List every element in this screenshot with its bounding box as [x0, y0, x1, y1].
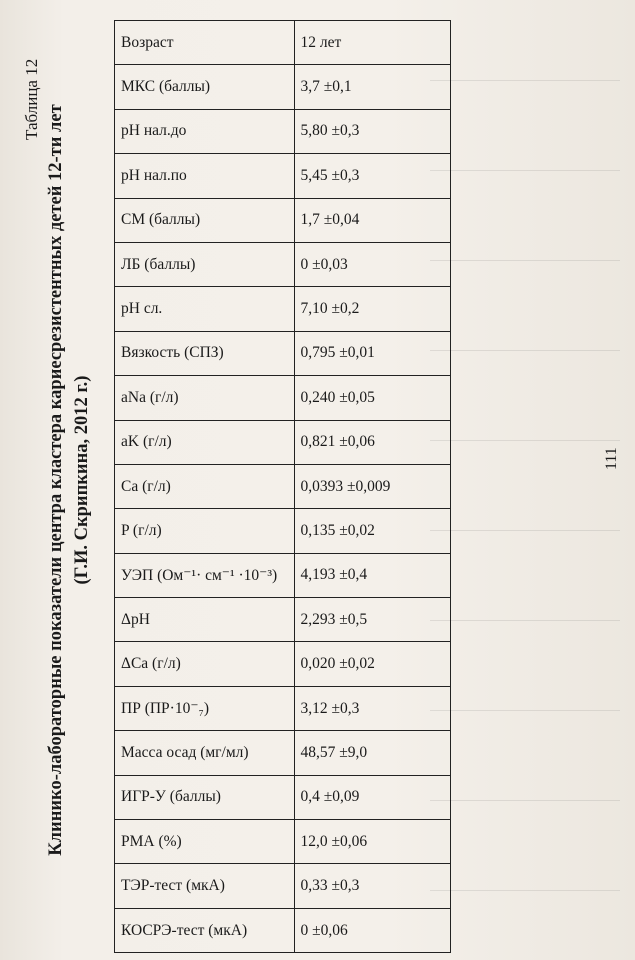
- table-row: [115, 820, 451, 864]
- value-cell: 2,293 ±0,5: [294, 598, 450, 642]
- table-row: [115, 642, 451, 686]
- parameter-cell: ΔpH: [115, 598, 295, 642]
- parameter-cell: aK (г/л): [115, 420, 295, 464]
- table-row: [115, 109, 451, 153]
- value-cell: 48,57 ±9,0: [294, 731, 450, 775]
- value-cell: 12 лет: [294, 21, 450, 65]
- value-cell: 3,12 ±0,3: [294, 686, 450, 730]
- bleed-through-text: [430, 20, 620, 950]
- table-row: [115, 242, 451, 286]
- parameter-cell: P (г/л): [115, 509, 295, 553]
- value-cell: 12,0 ±0,06: [294, 820, 450, 864]
- table-row: [115, 376, 451, 420]
- parameter-cell: Возраст: [115, 21, 295, 65]
- table-label: Таблица 12: [22, 58, 41, 140]
- value-cell: 7,10 ±0,2: [294, 287, 450, 331]
- table-row: [115, 775, 451, 819]
- table-subtitle: (Г.И. Скрипкина, 2012 г.): [72, 375, 92, 585]
- parameter-cell: pH сл.: [115, 287, 295, 331]
- parameter-cell: Масса осад (мг/мл): [115, 731, 295, 775]
- table-row: [115, 331, 451, 375]
- value-cell: 4,193 ±0,4: [294, 553, 450, 597]
- table-row: [115, 908, 451, 952]
- parameter-cell: Вязкость (СПЗ): [115, 331, 295, 375]
- parameter-cell: aNa (г/л): [115, 376, 295, 420]
- value-cell: 5,45 ±0,3: [294, 154, 450, 198]
- value-cell: 0,33 ±0,3: [294, 864, 450, 908]
- value-cell: 0,795 ±0,01: [294, 331, 450, 375]
- value-cell: 0 ±0,03: [294, 242, 450, 286]
- parameter-cell: ЛБ (баллы): [115, 242, 295, 286]
- parameter-cell: КОСРЭ-тест (мкА): [115, 908, 295, 952]
- table-row: [115, 21, 451, 65]
- parameter-cell: pH нал.по: [115, 154, 295, 198]
- indicators-table: [114, 20, 451, 953]
- parameter-cell: ИГР-У (баллы): [115, 775, 295, 819]
- table-row: [115, 464, 451, 508]
- table-row: [115, 598, 451, 642]
- table-row: [115, 731, 451, 775]
- parameter-cell: РМА (%): [115, 820, 295, 864]
- parameter-cell: МКС (баллы): [115, 65, 295, 109]
- parameter-cell: Ca (г/л): [115, 464, 295, 508]
- table-row: [115, 509, 451, 553]
- value-cell: 0,4 ±0,09: [294, 775, 450, 819]
- table-row: [115, 287, 451, 331]
- value-cell: 0,0393 ±0,009: [294, 464, 450, 508]
- value-cell: 5,80 ±0,3: [294, 109, 450, 153]
- table-row: [115, 420, 451, 464]
- parameter-cell: ПР (ПР·10⁻₇): [115, 686, 295, 730]
- table-row: [115, 686, 451, 730]
- parameter-cell: ТЭР-тест (мкА): [115, 864, 295, 908]
- value-cell: 3,7 ±0,1: [294, 65, 450, 109]
- parameter-cell: УЭП (Ом⁻¹· см⁻¹ ·10⁻³): [115, 553, 295, 597]
- table-row: [115, 198, 451, 242]
- value-cell: 1,7 ±0,04: [294, 198, 450, 242]
- parameter-cell: ΔCa (г/л): [115, 642, 295, 686]
- value-cell: 0,821 ±0,06: [294, 420, 450, 464]
- value-cell: 0,135 ±0,02: [294, 509, 450, 553]
- page-number: 111: [603, 447, 620, 470]
- table-title: Клинико-лабораторные показатели центра кластера кариесрезистентных детей 12-ти лет: [46, 104, 66, 856]
- value-cell: 0 ±0,06: [294, 908, 450, 952]
- table-row: [115, 65, 451, 109]
- value-cell: 0,020 ±0,02: [294, 642, 450, 686]
- parameter-cell: СМ (баллы): [115, 198, 295, 242]
- parameter-cell: pH нал.до: [115, 109, 295, 153]
- table-row: [115, 864, 451, 908]
- table-row: [115, 553, 451, 597]
- value-cell: 0,240 ±0,05: [294, 376, 450, 420]
- table-row: [115, 154, 451, 198]
